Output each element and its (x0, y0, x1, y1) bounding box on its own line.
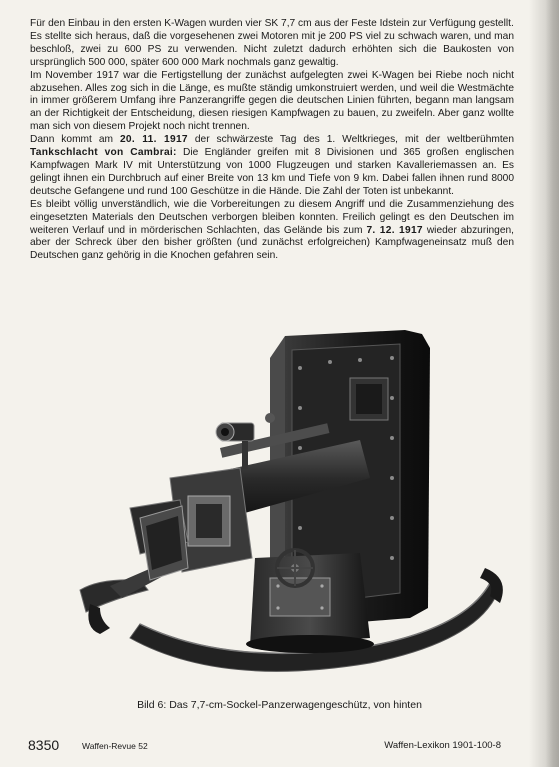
paragraph (30, 31, 514, 70)
page-number: 8350 (28, 737, 60, 753)
emphasis-text: 7. 12. 1917 (366, 224, 423, 236)
gun-illustration (70, 328, 510, 688)
lexicon-reference: Waffen-Lexikon 1901-100-8 (384, 740, 501, 751)
text-run: Für den Einbau in den ersten K-Wagen wurden vier SK 7,7 cm aus der Feste Idstein zur Verfügung gestellt. (30, 18, 514, 29)
text-run: Es stellte sich heraus, daß die vorgesehenen zwei Motoren mit je 200 PS viel zu schwach waren, und man beschloß, zwei zu 600 PS zu verwenden. Nicht zuletzt dadurch erhöhten sich die Baukosten von ursprünglich 500 000, später 600 000 Mark nochmals ganz gewaltig. (30, 30, 514, 68)
emphasis-text: Tankschlacht von Cambrai: (30, 147, 177, 159)
paragraph (30, 18, 514, 31)
magazine-reference: Waffen-Revue 52 (82, 741, 148, 751)
paragraph (30, 70, 514, 135)
text-run: wieder abzuringen, aber der Schreck über den bisher größten (und zunächst erfolgreichen) Kampfwageneinsatz muß den Deutschen ganz gehörig in die Knochen gefahren sein. (30, 224, 514, 262)
page-edge-shadow (529, 0, 559, 767)
side-plate (140, 506, 188, 580)
text-run: der schwärzeste Tag des 1. Weltkrieges, mit der weltberühmten (187, 134, 515, 146)
figure-caption: Bild 6: Das 7,7-cm-Sockel-Panzerwagengeschütz, von hinten (137, 699, 422, 711)
elevation-handwheel (277, 550, 313, 586)
article-text (30, 18, 514, 263)
text-run: Dann kommt am (30, 134, 120, 146)
text-run: Es bleibt völlig unverständlich, wie die Vorbereitungen zu diesem Angriff und die Zusammenziehung des eingesetzten Materials den Deutschen verborgen bleiben konnten. Freilich gelingt es den Deutschen im weiteren Verlauf und in mörderischen Schlachten, das Gelände bis zum (30, 198, 514, 236)
text-run: Im November 1917 war die Fertigstellung der zunächst aufgelegten zwei K-Wagen bei Riebe noch nicht abzusehen. Alles zog sich in die Länge, es mußte ständig umkonstruiert werden, und weil die Westmächte in immer größerem Umfang ihre Panzerangriffe gegen die deutschen Linien führten, begann man langsam an der Richtigkeit der Entscheidung, diesen riesigen Kampfwagen zu bauen, zu zweifeln. Aber ganz wollte man sich von diesem Projekt noch nicht trennen. (30, 69, 514, 133)
text-run: Die Engländer greifen mit 8 Divisionen und 365 großen englischen Kampfwagen Mark IV mit Unterstützung von 1000 Flugzeugen und starken Kavalleriemassen an. Es gelingt ihnen ein Durchbruch auf einer Breite von 13 km und Tiefe von 9 km. Dabei fallen ihnen rund 8000 deutsche Gefangene und rund 100 Geschütze in die Hände. Die Zahl der Toten ist unbekannt. (30, 147, 514, 197)
emphasis-text: 20. 11. 1917 (119, 134, 188, 146)
paragraph (30, 199, 514, 264)
paragraph (30, 134, 514, 199)
